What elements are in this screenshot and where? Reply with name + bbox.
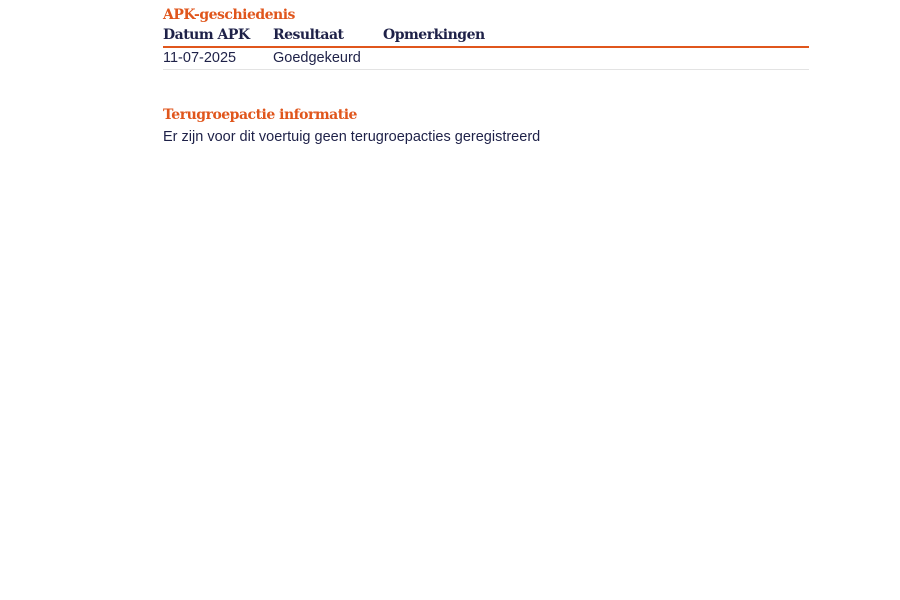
recall-section — [163, 106, 809, 146]
cell-result: Goedgekeurd — [273, 47, 383, 70]
table-row — [163, 47, 809, 70]
cell-remarks — [383, 47, 809, 70]
apk-history-table — [163, 26, 809, 70]
column-header-remarks: Opmerkingen — [383, 26, 809, 47]
cell-date: 11-07-2025 — [163, 47, 273, 70]
apk-history-title: APK-geschiedenis — [163, 7, 295, 23]
apk-history-section — [163, 6, 809, 70]
table-header-row — [163, 26, 809, 47]
column-header-result: Resultaat — [273, 26, 383, 47]
column-header-date: Datum APK — [163, 26, 273, 47]
recall-message: Er zijn voor dit voertuig geen terugroepacties geregistreerd — [163, 129, 541, 145]
recall-title: Terugroepactie informatie — [163, 107, 357, 123]
